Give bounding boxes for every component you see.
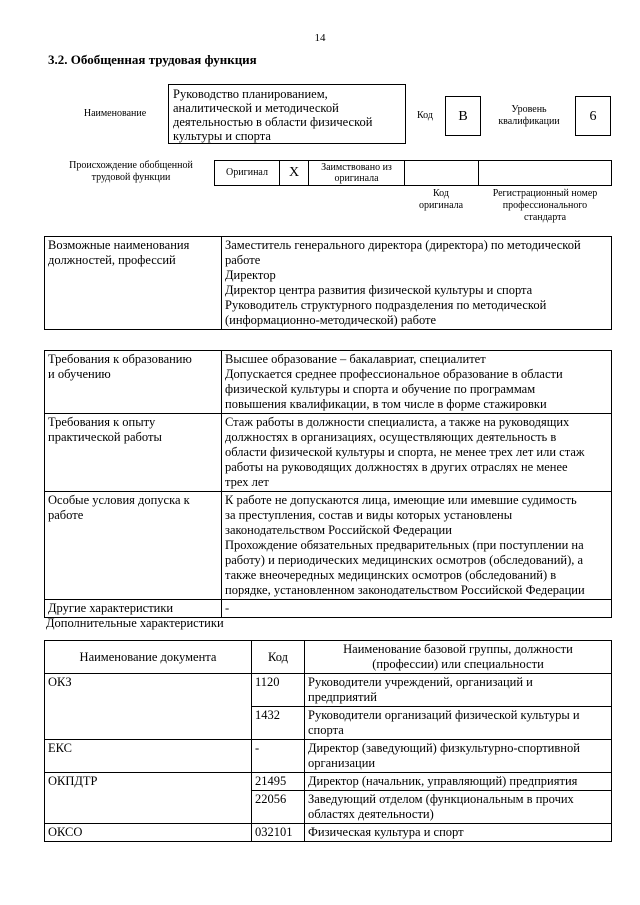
- value-line: Заместитель генерального директора (директора) по методической: [225, 238, 581, 252]
- table-row: [45, 351, 612, 414]
- value-line: -: [225, 601, 230, 615]
- level-value: 6: [575, 96, 611, 136]
- table-row: [45, 237, 612, 330]
- label-line: Требования к образованию: [48, 352, 192, 366]
- doc-cell: ЕКС: [45, 740, 252, 773]
- req-label: [45, 351, 222, 414]
- value-line: физической культуры и спорта и обучение по программам: [225, 382, 536, 396]
- origin-box: [214, 160, 612, 186]
- value-line: работе: [225, 253, 261, 267]
- name-line: областях деятельности): [308, 807, 434, 821]
- req-label: [45, 492, 222, 600]
- req-label: [45, 600, 222, 618]
- caption-line: Регистрационный номер: [492, 188, 598, 199]
- value-line: Стаж работы в должности специалиста, а также на руководящих: [225, 415, 570, 429]
- name-line: Руководители учреждений, организаций и: [308, 675, 533, 689]
- value-line: К работе не допускаются лица, имеющие или имевшие судимость: [225, 493, 577, 507]
- reg-number-cell: [479, 161, 611, 185]
- value-line: также внеочередных медицинских осмотров (обследований) в: [225, 568, 557, 582]
- name-cell: [305, 773, 612, 791]
- name-line: аналитической и методической: [173, 101, 339, 115]
- code-cell: 22056: [252, 791, 305, 824]
- value-line: Директор центра развития физической культуры и спорта: [225, 283, 533, 297]
- doc-cell: ОКПДТР: [45, 773, 252, 824]
- table-row: [45, 773, 612, 791]
- name-value-box: [168, 84, 406, 144]
- name-label: Наименование: [83, 108, 147, 119]
- code-cell: -: [252, 740, 305, 773]
- name-line: Директор (заведующий) физкультурно-спортивной: [308, 741, 580, 755]
- level-label-line: квалификации: [498, 116, 560, 127]
- name-cell: [305, 740, 612, 773]
- additional-table: [44, 640, 612, 842]
- table-row: [45, 414, 612, 492]
- table-row: [45, 600, 612, 618]
- value-line: работу) и периодических медицинских осмотров (обследований), а: [225, 553, 584, 567]
- origin-label: [60, 160, 202, 184]
- caption-line: профессионального: [502, 200, 588, 211]
- name-line: Физическая культура и спорт: [308, 825, 464, 839]
- value-line: порядке, установленном законодательством Российской Федерации: [225, 583, 585, 597]
- code-original-caption: [405, 188, 477, 212]
- name-line: организации: [308, 756, 376, 770]
- name-line: предприятий: [308, 690, 377, 704]
- positions-table: [44, 236, 612, 330]
- requirements-table: [44, 350, 612, 618]
- name-line: спорта: [308, 723, 344, 737]
- table-row: [45, 492, 612, 600]
- caption-line: стандарта: [523, 212, 567, 223]
- value-line: Руководитель структурного подразделения по методической: [225, 298, 547, 312]
- req-value: [222, 351, 612, 414]
- name-line: Руководство планированием,: [173, 87, 328, 101]
- name-line: деятельностью в области физической: [173, 115, 373, 129]
- table-row: [45, 674, 612, 707]
- label-line: практической работы: [48, 430, 162, 444]
- name-cell: [305, 707, 612, 740]
- table-header-row: [45, 641, 612, 674]
- value-line: (информационно-методической) работе: [225, 313, 437, 327]
- value-line: повышения квалификации, в том числе в форме стажировки: [225, 397, 547, 411]
- label-line: должностей, профессий: [48, 253, 176, 267]
- name-cell: [305, 674, 612, 707]
- name-line: Руководители организаций физической культуры и: [308, 708, 580, 722]
- value-line: Прохождение обязательных предварительных (при поступлении на: [225, 538, 584, 552]
- value-line: работы на руководящих должностях в других отраслях не менее: [225, 460, 568, 474]
- name-line: культуры и спорта: [173, 129, 271, 143]
- value-line: за преступления, состав и виды которых установлены: [225, 508, 513, 522]
- label-line: и обучению: [48, 367, 111, 381]
- page-number: 14: [314, 32, 326, 44]
- value-line: Директор: [225, 268, 276, 282]
- value-line: области физической культуры и спорта, не менее трех лет или стаж: [225, 445, 585, 459]
- additional-title: Дополнительные характеристики: [46, 616, 224, 630]
- value-line: трех лет: [225, 475, 269, 489]
- table-row: [45, 740, 612, 773]
- header-name: [305, 641, 612, 674]
- caption-line: оригинала: [418, 200, 464, 211]
- origin-label-line: Происхождение обобщенной: [69, 160, 193, 171]
- label-line: Особые условия допуска к: [48, 493, 190, 507]
- reg-number-caption: [478, 188, 612, 224]
- req-value: [222, 414, 612, 492]
- name-line: Заведующий отделом (функциональным в прочих: [308, 792, 574, 806]
- code-cell: 21495: [252, 773, 305, 791]
- label-line: Требования к опыту: [48, 415, 156, 429]
- borrowed-line: Заимствовано из: [321, 162, 392, 173]
- req-label: [45, 414, 222, 492]
- label-line: Другие характеристики: [48, 601, 174, 615]
- value-line: Высшее образование – бакалавриат, специалитет: [225, 352, 486, 366]
- header-doc: Наименование документа: [45, 641, 252, 674]
- table-row: [45, 824, 612, 842]
- name-cell: [305, 824, 612, 842]
- positions-value: [222, 237, 612, 330]
- header-code: Код: [252, 641, 305, 674]
- level-label: [488, 104, 570, 128]
- positions-label: [45, 237, 222, 330]
- section-title: 3.2. Обобщенная трудовая функция: [48, 52, 257, 67]
- code-label: Код: [417, 110, 433, 121]
- code-cell: 1432: [252, 707, 305, 740]
- req-value: [222, 600, 612, 618]
- code-cell: 1120: [252, 674, 305, 707]
- name-cell: [305, 791, 612, 824]
- header-line: (профессии) или специальности: [372, 657, 544, 671]
- label-line: Возможные наименования: [48, 238, 190, 252]
- borrowed-label: [309, 161, 405, 185]
- original-label: Оригинал: [215, 161, 280, 185]
- value-line: должностях в организациях, осуществляющих деятельность в: [225, 430, 557, 444]
- level-label-line: Уровень: [511, 104, 547, 115]
- caption-line: Код: [433, 188, 449, 199]
- code-value: B: [445, 96, 481, 136]
- value-line: законодательством Российской Федерации: [225, 523, 452, 537]
- original-mark: X: [280, 161, 309, 185]
- doc-cell: ОКСО: [45, 824, 252, 842]
- label-line: работе: [48, 508, 84, 522]
- origin-label-line: трудовой функции: [91, 172, 171, 183]
- header-line: Наименование базовой группы, должности: [343, 642, 573, 656]
- value-line: Допускается среднее профессиональное образование в области: [225, 367, 563, 381]
- code-original-cell: [406, 161, 479, 185]
- code-cell: 032101: [252, 824, 305, 842]
- req-value: [222, 492, 612, 600]
- name-line: Директор (начальник, управляющий) предприятия: [308, 774, 578, 788]
- borrowed-line: оригинала: [334, 173, 379, 184]
- doc-cell: ОКЗ: [45, 674, 252, 740]
